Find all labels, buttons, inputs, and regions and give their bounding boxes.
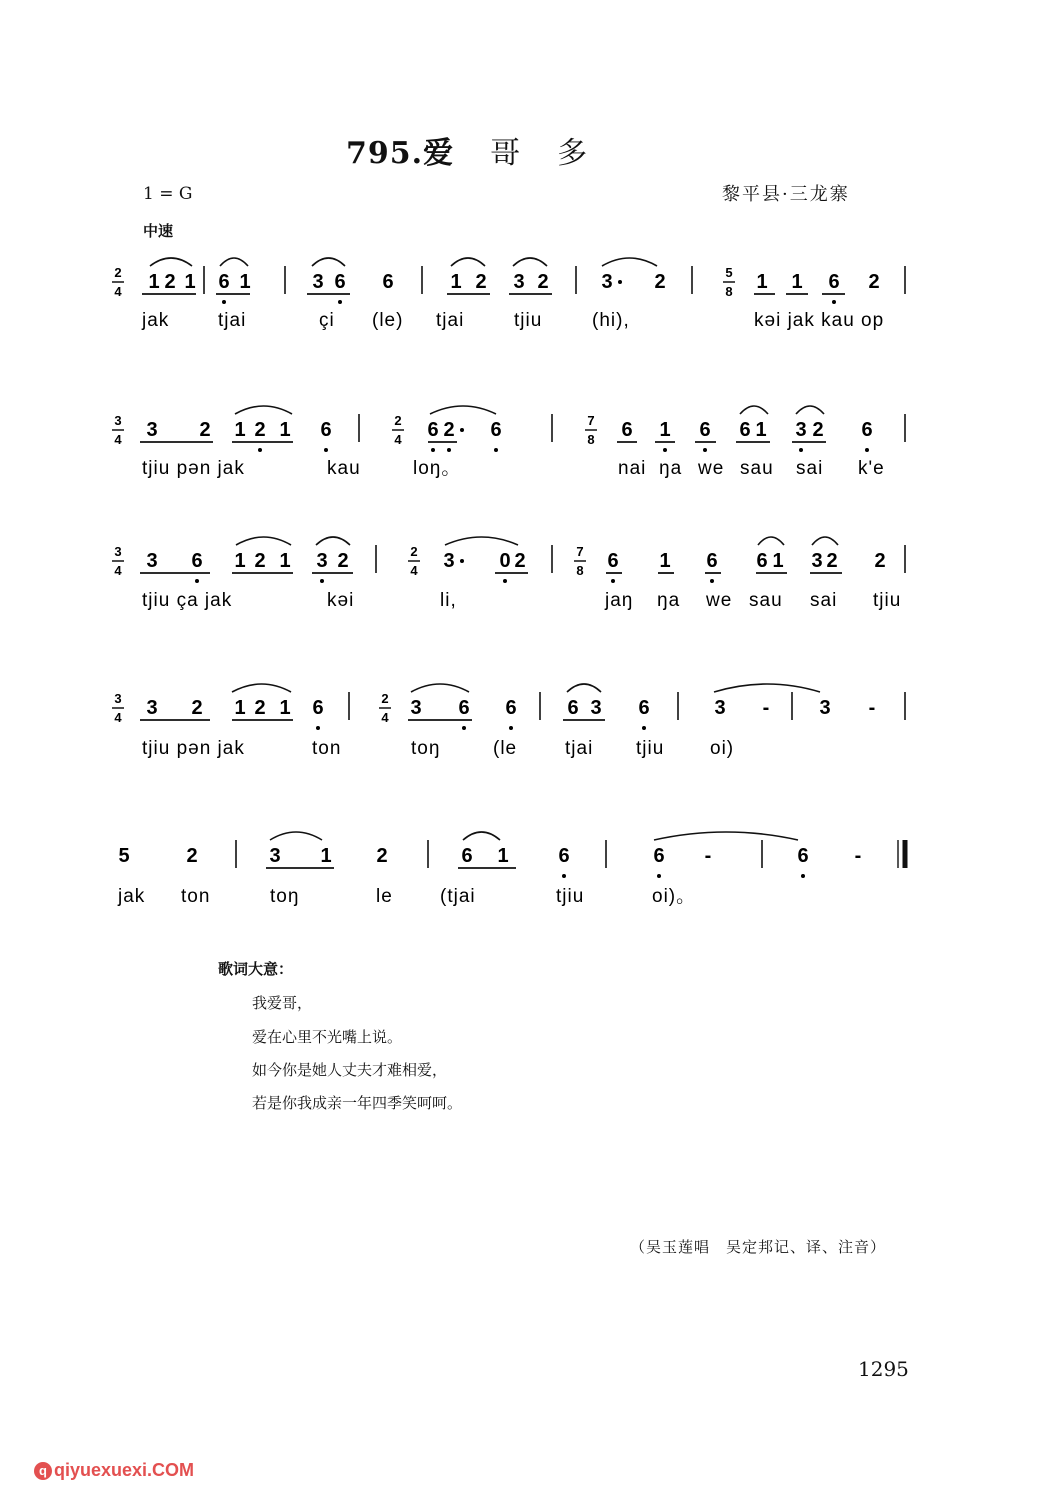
- slur-arc: [445, 537, 518, 545]
- lyric-syllable: li,: [440, 590, 457, 611]
- note: 6: [653, 845, 665, 867]
- note: 6: [567, 697, 579, 719]
- slur-arc: [463, 832, 500, 840]
- lyric-syllable: sai: [810, 590, 838, 611]
- lyric-syllable: tjiu pən jak: [142, 738, 245, 759]
- note: 3: [146, 419, 158, 441]
- lyric-syllable: we: [698, 458, 725, 479]
- note: 3: [146, 697, 158, 719]
- slur-arc: [220, 258, 248, 266]
- low-octave-dot: [703, 448, 707, 452]
- lyric-syllable: jaŋ: [605, 590, 634, 611]
- note: 3: [146, 550, 158, 572]
- lyric-meaning-line: 爱在心里不光嘴上说。: [252, 1028, 403, 1046]
- augmentation-dot: [460, 428, 464, 432]
- note: 6: [458, 697, 470, 719]
- low-octave-dot: [338, 300, 342, 304]
- lyric-syllable: oi)。: [652, 886, 697, 907]
- lyric-syllable: toŋ: [411, 738, 441, 759]
- lyric-syllable: ton: [312, 738, 342, 759]
- low-octave-dot: [503, 579, 507, 583]
- lyric-syllable: oi): [710, 738, 735, 759]
- lyric-syllable: tjai: [218, 310, 247, 331]
- note: 6: [699, 419, 711, 441]
- time-signature-numerator: 3: [114, 413, 122, 428]
- note: -: [704, 845, 712, 867]
- page-number: 1295: [858, 1357, 909, 1381]
- note: 3: [443, 550, 455, 572]
- note: 1: [234, 697, 246, 719]
- lyric-syllable: we: [706, 590, 733, 611]
- low-octave-dot: [494, 448, 498, 452]
- note: 1: [659, 419, 671, 441]
- note: 6: [756, 550, 768, 572]
- time-signature-denominator: 8: [576, 563, 584, 578]
- low-octave-dot: [642, 726, 646, 730]
- note: 6: [706, 550, 718, 572]
- slur-arc: [430, 406, 496, 414]
- time-signature-numerator: 2: [394, 413, 402, 428]
- time-signature-denominator: 8: [725, 284, 733, 299]
- note: 2: [254, 550, 266, 572]
- time-signature-numerator: 2: [114, 265, 122, 280]
- slur-arc: [567, 684, 601, 692]
- note: 1: [772, 550, 784, 572]
- lyric-meaning-line: 如今你是她人丈夫才难相爱，: [252, 1061, 448, 1079]
- song-title: 795.爱 哥 多: [346, 128, 588, 172]
- lyric-syllable: ton: [181, 886, 211, 907]
- note: 3: [269, 845, 281, 867]
- note: 6: [621, 419, 633, 441]
- note: 6: [334, 271, 346, 293]
- note: 0: [499, 550, 511, 572]
- note: 2: [475, 271, 487, 293]
- note: 2: [812, 419, 824, 441]
- lyric-syllable: jak: [118, 886, 146, 907]
- note: 6: [638, 697, 650, 719]
- note: 6: [505, 697, 517, 719]
- note: 6: [558, 845, 570, 867]
- note: -: [868, 697, 876, 719]
- slur-arc: [232, 684, 291, 692]
- slur-arc: [513, 258, 547, 266]
- time-signature-denominator: 4: [394, 432, 402, 447]
- slur-arc: [714, 684, 820, 692]
- slur-arc: [150, 258, 192, 266]
- note: 2: [826, 550, 838, 572]
- low-octave-dot: [324, 448, 328, 452]
- low-octave-dot: [865, 448, 869, 452]
- note: 6: [797, 845, 809, 867]
- time-signature-numerator: 5: [725, 265, 733, 280]
- slur-arc: [236, 537, 291, 545]
- note: 3: [714, 697, 726, 719]
- note: 1: [450, 271, 462, 293]
- time-signature-numerator: 7: [576, 544, 584, 559]
- note: 6: [490, 419, 502, 441]
- slur-arc: [411, 684, 469, 692]
- lyric-syllable: (le: [493, 738, 518, 759]
- note: 2: [376, 845, 388, 867]
- lyric-syllable: sau: [749, 590, 783, 611]
- note: 2: [874, 550, 886, 572]
- lyric-syllable: tjai: [436, 310, 465, 331]
- slur-arc: [812, 537, 838, 545]
- lyric-syllable: tjai: [565, 738, 594, 759]
- note: 6: [739, 419, 751, 441]
- lyric-syllable: tjiu: [514, 310, 543, 331]
- lyric-syllable: kəi: [327, 590, 355, 611]
- lyric-syllable: sau: [740, 458, 774, 479]
- time-signature-denominator: 4: [114, 710, 122, 725]
- note: 3: [795, 419, 807, 441]
- lyric-syllable: toŋ: [270, 886, 300, 907]
- time-signature-denominator: 4: [381, 710, 389, 725]
- low-octave-dot: [663, 448, 667, 452]
- time-signature-numerator: 2: [410, 544, 418, 559]
- note: 1: [148, 271, 160, 293]
- low-octave-dot: [462, 726, 466, 730]
- lyric-syllable: nai: [618, 458, 647, 479]
- note: 2: [164, 271, 176, 293]
- note: 2: [186, 845, 198, 867]
- lyric-syllable: ŋa: [659, 458, 683, 479]
- note: 3: [819, 697, 831, 719]
- slur-arc: [312, 258, 345, 266]
- slur-arc: [602, 258, 657, 266]
- lyric-meaning-line: 若是你我成亲一年四季笑呵呵。: [252, 1094, 463, 1112]
- lyric-syllable: tjiu pən jak: [142, 458, 245, 479]
- note: 6: [320, 419, 332, 441]
- note: 3: [312, 271, 324, 293]
- low-octave-dot: [562, 874, 566, 878]
- key-signature: 1 = G: [143, 184, 193, 204]
- note: -: [762, 697, 770, 719]
- lyric-syllable: sai: [796, 458, 824, 479]
- note: 2: [254, 419, 266, 441]
- note: 2: [337, 550, 349, 572]
- low-octave-dot: [258, 448, 262, 452]
- note: 6: [461, 845, 473, 867]
- slur-arc: [654, 832, 798, 840]
- slur-arc: [796, 406, 824, 414]
- note: 3: [316, 550, 328, 572]
- time-signature-numerator: 3: [114, 691, 122, 706]
- low-octave-dot: [431, 448, 435, 452]
- lyric-syllable: tjiu: [636, 738, 665, 759]
- lyric-syllable: loŋ。: [413, 458, 462, 479]
- lyric-syllable: (hi),: [592, 310, 630, 331]
- note: 3: [811, 550, 823, 572]
- low-octave-dot: [316, 726, 320, 730]
- slur-arc: [270, 832, 322, 840]
- note: 6: [191, 550, 203, 572]
- note: 3: [601, 271, 613, 293]
- note: 2: [254, 697, 266, 719]
- note: 1: [184, 271, 196, 293]
- credit-line: （吴玉莲唱 吴定邦记、译、注音）: [630, 1238, 887, 1256]
- lyric-syllable: tjiu ça jak: [142, 590, 233, 611]
- low-octave-dot: [799, 448, 803, 452]
- lyric-syllable: k'e: [858, 458, 885, 479]
- site-watermark: q qiyuexuexi.COM: [34, 1460, 194, 1481]
- augmentation-dot: [618, 280, 622, 284]
- lyrics-meaning-heading: 歌词大意：: [218, 960, 294, 978]
- time-signature-numerator: 2: [381, 691, 389, 706]
- note: 1: [279, 419, 291, 441]
- low-octave-dot: [657, 874, 661, 878]
- note: 6: [607, 550, 619, 572]
- lyric-syllable: (le): [372, 310, 404, 331]
- note: 1: [279, 550, 291, 572]
- low-octave-dot: [509, 726, 513, 730]
- low-octave-dot: [710, 579, 714, 583]
- note: 2: [514, 550, 526, 572]
- score-notation: [112, 258, 905, 907]
- slur-arc: [451, 258, 485, 266]
- lyric-syllable: le: [376, 886, 393, 907]
- note: 6: [218, 271, 230, 293]
- time-signature-numerator: 7: [587, 413, 595, 428]
- lyric-meaning-line: 我爱哥，: [252, 994, 313, 1012]
- note: 1: [497, 845, 509, 867]
- note: 1: [791, 271, 803, 293]
- note: 2: [443, 419, 455, 441]
- lyric-syllable: ŋa: [657, 590, 681, 611]
- note: 2: [191, 697, 203, 719]
- slur-arc: [758, 537, 784, 545]
- slur-arc: [235, 406, 292, 414]
- lyric-syllable: kau: [327, 458, 361, 479]
- note: 6: [427, 419, 439, 441]
- tempo-marking: 中速: [143, 222, 174, 240]
- note: 1: [320, 845, 332, 867]
- lyric-syllable: tjiu: [556, 886, 585, 907]
- low-octave-dot: [222, 300, 226, 304]
- note: 1: [234, 550, 246, 572]
- note: 6: [312, 697, 324, 719]
- note: 2: [199, 419, 211, 441]
- time-signature-denominator: 4: [114, 284, 122, 299]
- lyric-syllable: tjiu: [873, 590, 902, 611]
- note: 3: [410, 697, 422, 719]
- low-octave-dot: [801, 874, 805, 878]
- title-char: 哥: [490, 136, 522, 171]
- lyric-syllable: kəi jak kau op: [754, 310, 885, 331]
- note: 1: [279, 697, 291, 719]
- note: 1: [234, 419, 246, 441]
- time-signature-denominator: 4: [410, 563, 418, 578]
- slur-arc: [740, 406, 768, 414]
- slur-arc: [316, 537, 350, 545]
- note: 1: [659, 550, 671, 572]
- note: 2: [654, 271, 666, 293]
- time-signature-numerator: 3: [114, 544, 122, 559]
- low-octave-dot: [447, 448, 451, 452]
- note: 3: [513, 271, 525, 293]
- note: 1: [755, 419, 767, 441]
- time-signature-denominator: 4: [114, 563, 122, 578]
- note: 3: [590, 697, 602, 719]
- low-octave-dot: [611, 579, 615, 583]
- title-char: 多: [557, 136, 589, 171]
- lyric-syllable: çi: [319, 310, 335, 331]
- time-signature-denominator: 8: [587, 432, 595, 447]
- song-origin: 黎平县·三龙寨: [722, 184, 850, 205]
- note: 6: [861, 419, 873, 441]
- note: -: [854, 845, 862, 867]
- lyric-syllable: jak: [142, 310, 170, 331]
- note: 6: [382, 271, 394, 293]
- lyric-syllable: (tjai: [440, 886, 476, 907]
- note: 6: [828, 271, 840, 293]
- low-octave-dot: [832, 300, 836, 304]
- low-octave-dot: [195, 579, 199, 583]
- note: 1: [756, 271, 768, 293]
- augmentation-dot: [460, 559, 464, 563]
- note: 2: [537, 271, 549, 293]
- time-signature-denominator: 4: [114, 432, 122, 447]
- watermark-logo-icon: q: [34, 1462, 52, 1480]
- note: 1: [239, 271, 251, 293]
- low-octave-dot: [320, 579, 324, 583]
- note: 2: [868, 271, 880, 293]
- note: 5: [118, 845, 130, 867]
